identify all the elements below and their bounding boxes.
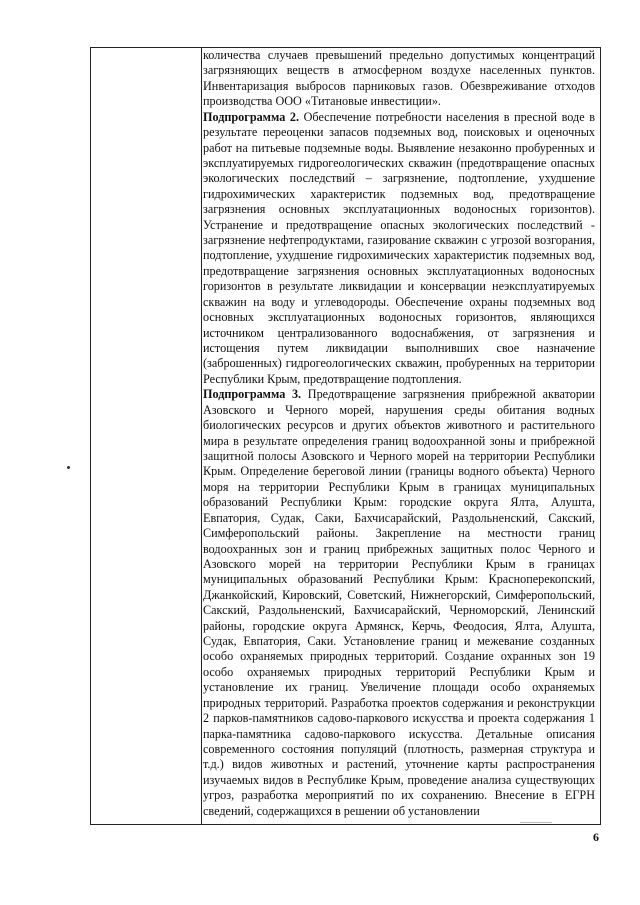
subprogram-2-label: Подпрограмма 2.	[203, 109, 300, 124]
intro-paragraph: количества случаев превышений предельно допустимых концентраций загрязняющих веществ в атмосферном воздухе населенных пунктов. Инвентаризация выбросов парниковых газов. Обезвреживание отходов производства ООО «Титановые инвестиции».	[203, 48, 595, 109]
scan-artifact-dot	[67, 466, 70, 469]
scan-artifact-line	[520, 822, 552, 823]
subprogram-2-text: Обеспечение потребности населения в пресной воде в результате переоценки запасов подземных вод, поисковых и оценочных работ на питьевые подземные воды. Выявление незаконно пробуренных и эксплуатируемых гидрогеологических скважин (предотвращение опасных экологических последствий – загрязнение, подтопление, ухудшение гидрохимических характеристик подземных вод, предотвращение загрязнения основных эксплуатационных водоносных горизонтов). Устранение и предотвращение опасных экологических последствий - загрязнение нефтепродуктами, газирование скважин с угрозой возгорания, подтопление, ухудшение гидрохимических характеристик подземных вод, предотвращение загрязнения основных эксплуатационных водоносных горизонтов в результате ликвидации и консервации неэксплуатируемых скважин на воду и углеводороды. Обеспечение охраны подземных вод основных эксплуатационных водоносных горизонтов, являющихся источником централизованного водоснабжения, от загрязнения и истощения путем ликвидации выполнивших свое назначение (заброшенных) гидрогеологических скважин, пробуренных на территории Республики Крым, предотвращение подтопления.	[203, 109, 595, 386]
table-cell-text	[203, 48, 595, 824]
page-number: 6	[593, 830, 599, 844]
subprogram-2-paragraph	[203, 110, 595, 388]
subprogram-3-text: Предотвращение загрязнения прибрежной акватории Азовского и Черного морей, нарушения среды обитания водных биологических ресурсов и других объектов животного и растительного мира в результате определения границ водоохранной зоны и прибрежной защитной полосы Азовского и Черного морей на территории Республики Крым. Определение береговой линии (границы водного объекта) Черного моря на территории Республики Крым в границах муниципальных образований Республики Крым: городские округа Ялта, Алушта, Евпатория, Судак, Саки, Бахчисарайский, Раздольненский, Сакский, Симферопольский районы. Закрепление на местности границ водоохранных зон и границ прибрежных защитных полос Черного и Азовского морей на территории Республики Крым в границах муниципальных образований Республики Крым: Красноперекопский, Джанкойский, Кировский, Советский, Нижнегорский, Симферопольский, Сакский, Раздольненский, Бахчисарайский, Черноморский, Ленинский районы, городские округа Армянск, Керчь, Феодосия, Ялта, Алушта, Судак, Евпатория, Саки. Установление границ и межевание созданных особо охраняемых природных территорий. Создание охранных зон 19 особо охраняемых природных территорий Республики Крым и установление их границ. Увеличение площади особо охраняемых природных территорий. Разработка проектов содержания и реконструкции 2 парков-памятников садово-паркового искусства и проекта содержания 1 парка-памятника садово-паркового искусства. Детальные описания современного состояния популяций (плотность, размерная структура и т.д.) видов животных и растений, уточнение карты распространения изучаемых видов в Республике Крым, проведение анализа существующих угроз, разработка мероприятий по их сохранению. Внесение в ЕГРН сведений, содержащихся в решении об установлении	[203, 387, 595, 818]
subprogram-3-label: Подпрограмма 3.	[203, 387, 302, 402]
subprogram-3-paragraph	[203, 387, 595, 819]
column-divider	[201, 48, 202, 824]
